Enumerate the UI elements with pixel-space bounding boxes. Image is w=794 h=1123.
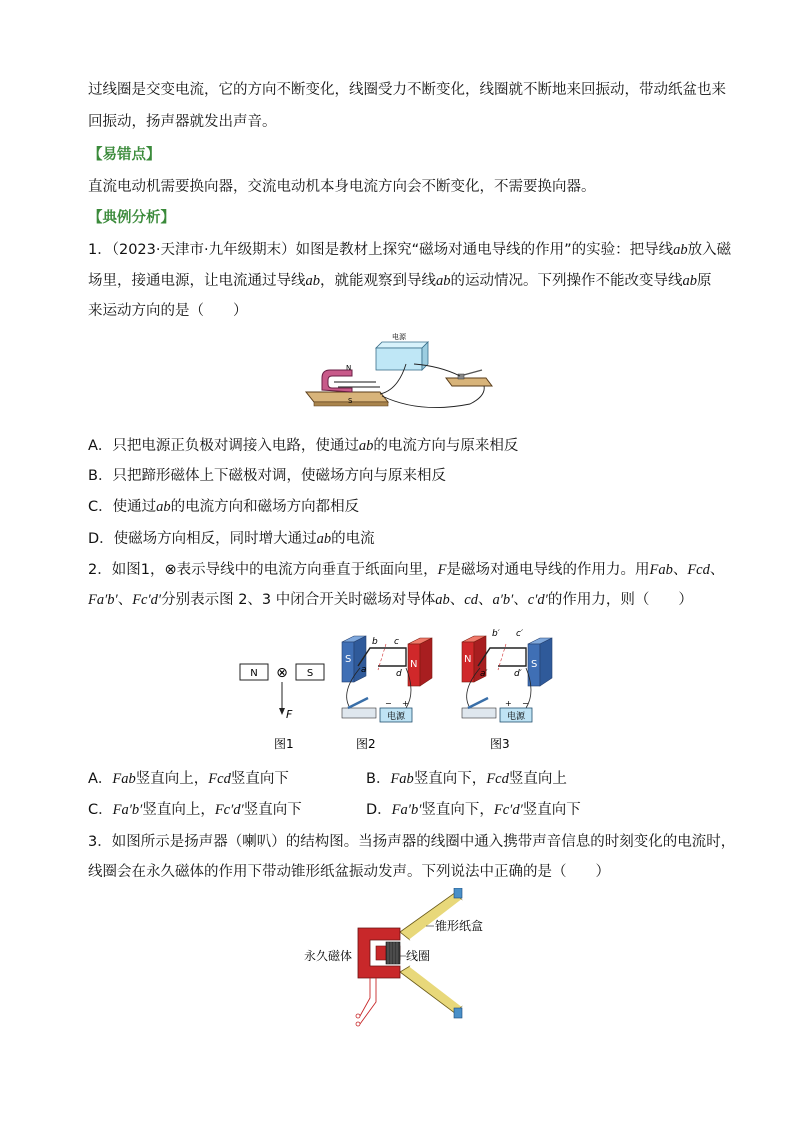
fig2-caption: 图2 bbox=[356, 737, 376, 751]
fig3-minus: − bbox=[522, 699, 529, 708]
q2-option-d-p1: D． bbox=[366, 802, 392, 818]
q2-var-fcd: Fcd bbox=[687, 562, 710, 578]
intro-line-1: 过线圈是交变电流，它的方向不断变化，线圈受力不断变化，线圈就不断地来回振动，带动纸盆也来 bbox=[88, 82, 726, 98]
tip-text: 直流电动机需要换向器，交流电动机本身电流方向会不断变化，不需要换向器。 bbox=[88, 179, 596, 195]
q1-var-ab: ab bbox=[673, 242, 688, 258]
q1-stem-2d: 原 bbox=[697, 273, 712, 289]
fig2-minus: − bbox=[385, 699, 392, 708]
q2-sep: 、 bbox=[117, 592, 133, 608]
q2-sep: 、 bbox=[709, 562, 725, 578]
fig2-switch-handle bbox=[348, 698, 368, 708]
q1-option-c-part1: C．使通过 bbox=[88, 499, 157, 515]
q2-var-fcd: Fcd bbox=[208, 771, 231, 787]
fig2-s-label: S bbox=[345, 654, 352, 665]
q2-var-fab: Fab bbox=[649, 562, 673, 578]
q3-stem-line-1: 3．如图所示是扬声器（喇叭）的结构图。当扬声器的线圈中通入携带声音信息的时刻变化的电流时， bbox=[88, 834, 736, 850]
q2-stem-line-2 bbox=[88, 590, 693, 610]
q2-var-ab: ab bbox=[435, 592, 450, 608]
q2-var-cd: cd bbox=[464, 592, 478, 608]
q2-option-c-p2: 竖直向上， bbox=[142, 802, 215, 818]
fig3-c2-label: c′ bbox=[516, 629, 523, 639]
q1-option-c[interactable] bbox=[88, 497, 359, 517]
tip-heading: 【易错点】 bbox=[88, 147, 161, 163]
fig1-current-into-page-icon: ⊗ bbox=[276, 665, 288, 681]
cone-label: 锥形纸盒 bbox=[435, 919, 484, 933]
q2-var-fa2b2: Fa′b′ bbox=[88, 592, 118, 608]
fig3-a2-label: a′ bbox=[480, 669, 488, 679]
q2-option-a-p1: A． bbox=[88, 771, 113, 787]
q2-var-c2d2: c′d′ bbox=[527, 592, 548, 608]
q2-var-fa2b2: Fa′b′ bbox=[112, 802, 143, 818]
q2-option-a-p2: 竖直向上， bbox=[135, 771, 209, 787]
fig3-b2-label: b′ bbox=[492, 629, 500, 639]
cone-edge-bottom bbox=[454, 1008, 462, 1018]
q1-stem-2b: ，就能观察到导线 bbox=[320, 273, 436, 289]
q1-option-d-part1: D．使磁场方向相反，同时增大通过 bbox=[88, 531, 317, 547]
q2-option-d-p2: 竖直向下， bbox=[421, 802, 494, 818]
fig2-plus: + bbox=[402, 699, 409, 708]
fig2-b-label: b bbox=[372, 637, 378, 647]
q1-var-ab: ab bbox=[156, 499, 171, 515]
power-supply bbox=[376, 348, 422, 370]
fig2-n-label: N bbox=[410, 659, 418, 670]
q1-option-d[interactable] bbox=[88, 529, 375, 549]
q2-var-fc2d2: Fc′d′ bbox=[214, 802, 244, 818]
q2-var-fc2d2: Fc′d′ bbox=[493, 802, 523, 818]
q1-option-a-part2: 的电流方向与原来相反 bbox=[373, 438, 519, 454]
q1-option-b[interactable]: B．只把蹄形磁体上下磁极对调，使磁场方向与原来相反 bbox=[88, 468, 446, 484]
q1-stem-line-1 bbox=[88, 240, 731, 260]
q2-var-f: F bbox=[437, 562, 447, 578]
fig2-power-label: 电源 bbox=[386, 712, 406, 722]
fig2-switch-base bbox=[342, 708, 376, 718]
q1-fig-n-label: N bbox=[346, 364, 352, 372]
q2-var-fab: Fab bbox=[390, 771, 414, 787]
q1-var-ab: ab bbox=[316, 531, 332, 547]
q2-sep: 、 bbox=[477, 592, 493, 608]
fig2-c-label: c bbox=[394, 637, 399, 647]
fig2-d-label: d bbox=[396, 669, 402, 679]
q2-option-c-p1: C． bbox=[88, 802, 113, 818]
q2-stem-2a: 分别表示图 2、3 中闭合开关时磁场对导体 bbox=[161, 592, 436, 608]
q2-option-b-p3: 竖直向上 bbox=[508, 771, 567, 787]
q3-stem-line-2: 线圈会在永久磁体的作用下带动锥形纸盆振动发声。下列说法中正确的是（ ） bbox=[88, 864, 610, 880]
q1-var-ab: ab bbox=[358, 438, 374, 454]
q2-var-fcd: Fcd bbox=[486, 771, 509, 787]
q1-figure bbox=[300, 330, 500, 410]
q2-stem-line-1 bbox=[88, 560, 724, 580]
q1-stem-1b: 放入磁 bbox=[687, 242, 732, 258]
fig3-caption: 图3 bbox=[490, 737, 510, 751]
fig3-apparatus bbox=[462, 629, 552, 751]
fig2-apparatus bbox=[342, 636, 432, 751]
q2-option-b[interactable] bbox=[366, 769, 567, 789]
permanent-magnet-label: 永久磁体 bbox=[304, 949, 353, 963]
q2-option-c-p3: 竖直向下 bbox=[243, 802, 302, 818]
fig3-switch-base bbox=[462, 708, 496, 718]
q2-option-a-p3: 竖直向下 bbox=[230, 771, 289, 787]
q2-option-d[interactable] bbox=[366, 800, 581, 820]
q1-option-c-part2: 的电流方向和磁场方向都相反 bbox=[170, 499, 360, 515]
horseshoe-magnet bbox=[322, 370, 352, 392]
q1-stem-line-2 bbox=[88, 271, 712, 291]
fig1-n-label: N bbox=[250, 668, 258, 679]
q2-option-a[interactable] bbox=[88, 769, 289, 789]
wooden-board-left bbox=[306, 392, 388, 402]
q1-stem-2c: 的运动情况。下列操作不能改变导线 bbox=[450, 273, 683, 289]
q1-stem-line-3: 来运动方向的是（ ） bbox=[88, 303, 248, 319]
q2-sep: 、 bbox=[449, 592, 465, 608]
q1-option-a-part1: A．只把电源正负极对调接入电路，使通过 bbox=[88, 438, 359, 454]
fig3-power-label: 电源 bbox=[506, 712, 526, 722]
fig3-s-label: S bbox=[531, 659, 538, 670]
fig3-plus: + bbox=[505, 699, 512, 708]
fig3-d2-label: d′ bbox=[514, 669, 522, 679]
q1-stem-1a: 1．（2023·天津市·九年级期末）如图是教材上探究“磁场对通电导线的作用”的实验：把导线 bbox=[88, 242, 674, 258]
q2-var-fab: Fab bbox=[112, 771, 136, 787]
q2-option-c[interactable] bbox=[88, 800, 302, 820]
q1-var-ab: ab bbox=[682, 273, 697, 289]
examples-heading: 【典例分析】 bbox=[88, 210, 175, 226]
coil-label: 线圈 bbox=[406, 949, 431, 963]
cone-edge-top bbox=[454, 888, 462, 898]
q2-sep: 、 bbox=[513, 592, 528, 608]
fig1-f-label: F bbox=[286, 708, 293, 721]
q1-option-a[interactable] bbox=[88, 436, 518, 456]
q2-var-fc2d2: Fc′d′ bbox=[132, 592, 162, 608]
q1-option-d-part2: 的电流 bbox=[331, 531, 375, 547]
q2-stem-1a: 2．如图1，⊗表示导线中的电流方向垂直于纸面向里， bbox=[88, 562, 438, 578]
power-supply-top bbox=[376, 342, 428, 348]
q2-option-b-p2: 竖直向下， bbox=[413, 771, 487, 787]
fig3-switch-handle bbox=[468, 698, 488, 708]
q2-var-a2b2: a′b′ bbox=[492, 592, 514, 608]
q2-option-d-p3: 竖直向下 bbox=[522, 802, 581, 818]
q2-stem-1b: 是磁场对通电导线的作用力。用 bbox=[446, 562, 650, 578]
q1-fig-power-label: 电源 bbox=[392, 333, 406, 341]
q2-figure bbox=[230, 622, 560, 758]
cone-lower bbox=[400, 966, 462, 1014]
wooden-board-right bbox=[446, 378, 492, 386]
q1-var-ab: ab bbox=[436, 273, 451, 289]
fig2-a-label: a bbox=[361, 665, 367, 675]
q1-fig-s-label: S bbox=[348, 397, 353, 405]
fig1-caption: 图1 bbox=[274, 737, 294, 751]
q1-var-ab: ab bbox=[305, 273, 320, 289]
q2-stem-2b: 的作用力，则（ ） bbox=[547, 592, 693, 608]
q3-speaker-figure bbox=[300, 888, 500, 1028]
q2-sep: 、 bbox=[672, 562, 688, 578]
fig1-s-label: S bbox=[306, 668, 314, 679]
intro-line-2: 回振动，扬声器就发出声音。 bbox=[88, 114, 277, 130]
fig3-n-label: N bbox=[464, 654, 472, 665]
q1-stem-2a: 场里，接通电源，让电流通过导线 bbox=[88, 273, 306, 289]
q2-option-b-p1: B． bbox=[366, 771, 391, 787]
q2-var-fa2b2: Fa′b′ bbox=[391, 802, 422, 818]
